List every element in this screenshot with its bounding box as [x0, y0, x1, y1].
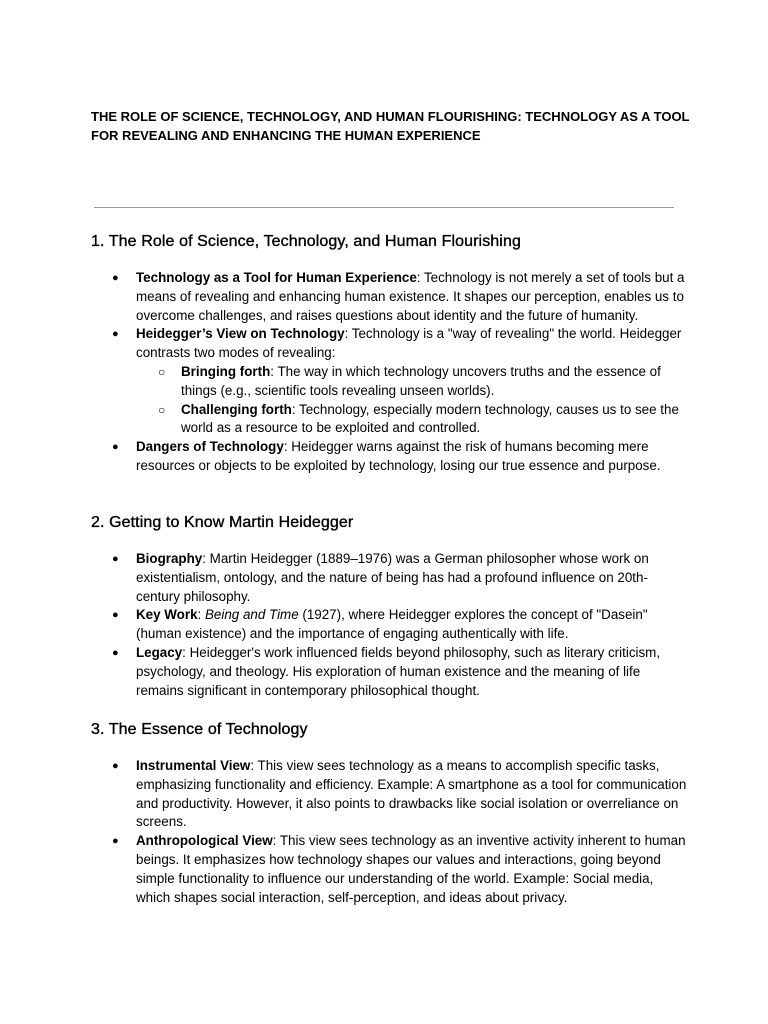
list-item — [91, 757, 691, 832]
item-term: Dangers of Technology — [136, 439, 284, 455]
bullet-icon: ● — [112, 441, 119, 454]
item-text: : The way in which technology uncovers truths and the essence of things (e.g., scientific tools revealing unseen worlds). — [181, 363, 661, 398]
section-2-list — [91, 550, 691, 700]
sub-list-item — [136, 363, 691, 401]
item-term: Anthropological View — [136, 833, 273, 849]
item-text: : This view sees technology as an inventive activity inherent to human beings. It emphasizes how technology shapes our values and interactions, going beyond simple functionality to influence our understanding of the world. Example: Social media, which shapes social interaction, self-perception, and ideas about privacy. — [136, 833, 686, 905]
bullet-icon: ● — [112, 646, 119, 659]
item-term: Challenging forth — [181, 401, 292, 417]
section-heading-2: 2. Getting to Know Martin Heidegger — [91, 514, 354, 531]
bullet-icon: ● — [112, 609, 119, 622]
item-term: Technology as a Tool for Human Experience — [136, 270, 417, 285]
item-term: Key Work — [136, 607, 198, 623]
item-text: : Technology is not merely a set of tools but a means of revealing and enhancing human existence. It shapes our perception, enables us to overcome challenges, and raises questions about identity and the future of humanity. — [136, 270, 685, 323]
item-term: Legacy — [136, 644, 183, 660]
bullet-icon: ● — [112, 553, 119, 565]
section-heading-3: 3. The Essence of Technology — [91, 721, 308, 738]
item-text: : Martin Heidegger (1889–1976) was a German philosopher whose work on existentialism, ontology, and the nature of being has had a profound influence on 20th-century philosophy. — [136, 551, 649, 604]
sub-list-item — [136, 401, 691, 439]
item-text: : Heidegger's work influenced fields beyond philosophy, such as literary criticism, psychology, and theology. His exploration of human existence and the meaning of life remains significant in contemporary philosophical thought. — [136, 644, 661, 698]
item-text: : Technology, especially modern technology, causes us to see the world as a resource to be exploited and controlled. — [181, 401, 679, 436]
list-item — [91, 269, 691, 325]
section-3-list — [91, 757, 691, 907]
bullet-icon: ● — [112, 272, 119, 284]
item-term: Biography — [136, 551, 203, 566]
book-title: Being and Time — [204, 607, 299, 623]
list-item — [91, 325, 691, 438]
list-item — [91, 606, 691, 644]
list-item — [91, 832, 691, 907]
list-item — [91, 550, 691, 606]
item-text: : This view sees technology as a means to accomplish specific tasks, emphasizing functionality and efficiency. Example: A smartphone as a tool for communication and productivity. However, it also points to drawbacks like social isolation or overreliance on screens. — [136, 758, 687, 830]
item-text-prefix: : — [197, 607, 205, 623]
bullet-icon: ● — [112, 835, 119, 848]
bullet-icon: ● — [112, 328, 119, 341]
item-term: Heidegger’s View on Technology — [136, 326, 345, 342]
item-text: : Heidegger warns against the risk of humans becoming mere resources or objects to be exploited by technology, losing our true essence and purpose. — [136, 439, 661, 473]
hollow-bullet-icon: ○ — [158, 364, 166, 379]
section-heading-1: 1. The Role of Science, Technology, and Human Flourishing — [91, 233, 521, 250]
list-item — [91, 438, 691, 476]
item-text: : Technology is a "way of revealing" the world. Heidegger contrasts two modes of revealing: — [136, 326, 682, 361]
horizontal-divider — [94, 207, 674, 208]
section-1-list — [91, 269, 691, 476]
item-term: Bringing forth — [181, 363, 271, 379]
sub-list — [136, 363, 691, 438]
bullet-icon: ● — [112, 760, 119, 772]
item-term: Instrumental View — [136, 758, 251, 773]
document-title: THE ROLE OF SCIENCE, TECHNOLOGY, AND HUMAN FLOURISHING: TECHNOLOGY AS A TOOL FOR REVEALING AND ENHANCING THE HUMAN EXPERIENCE — [91, 109, 690, 143]
hollow-bullet-icon: ○ — [158, 402, 166, 417]
item-text: (1927), where Heidegger explores the concept of "Dasein" (human existence) and the importance of engaging authentically with life. — [136, 607, 648, 642]
list-item — [91, 644, 691, 700]
